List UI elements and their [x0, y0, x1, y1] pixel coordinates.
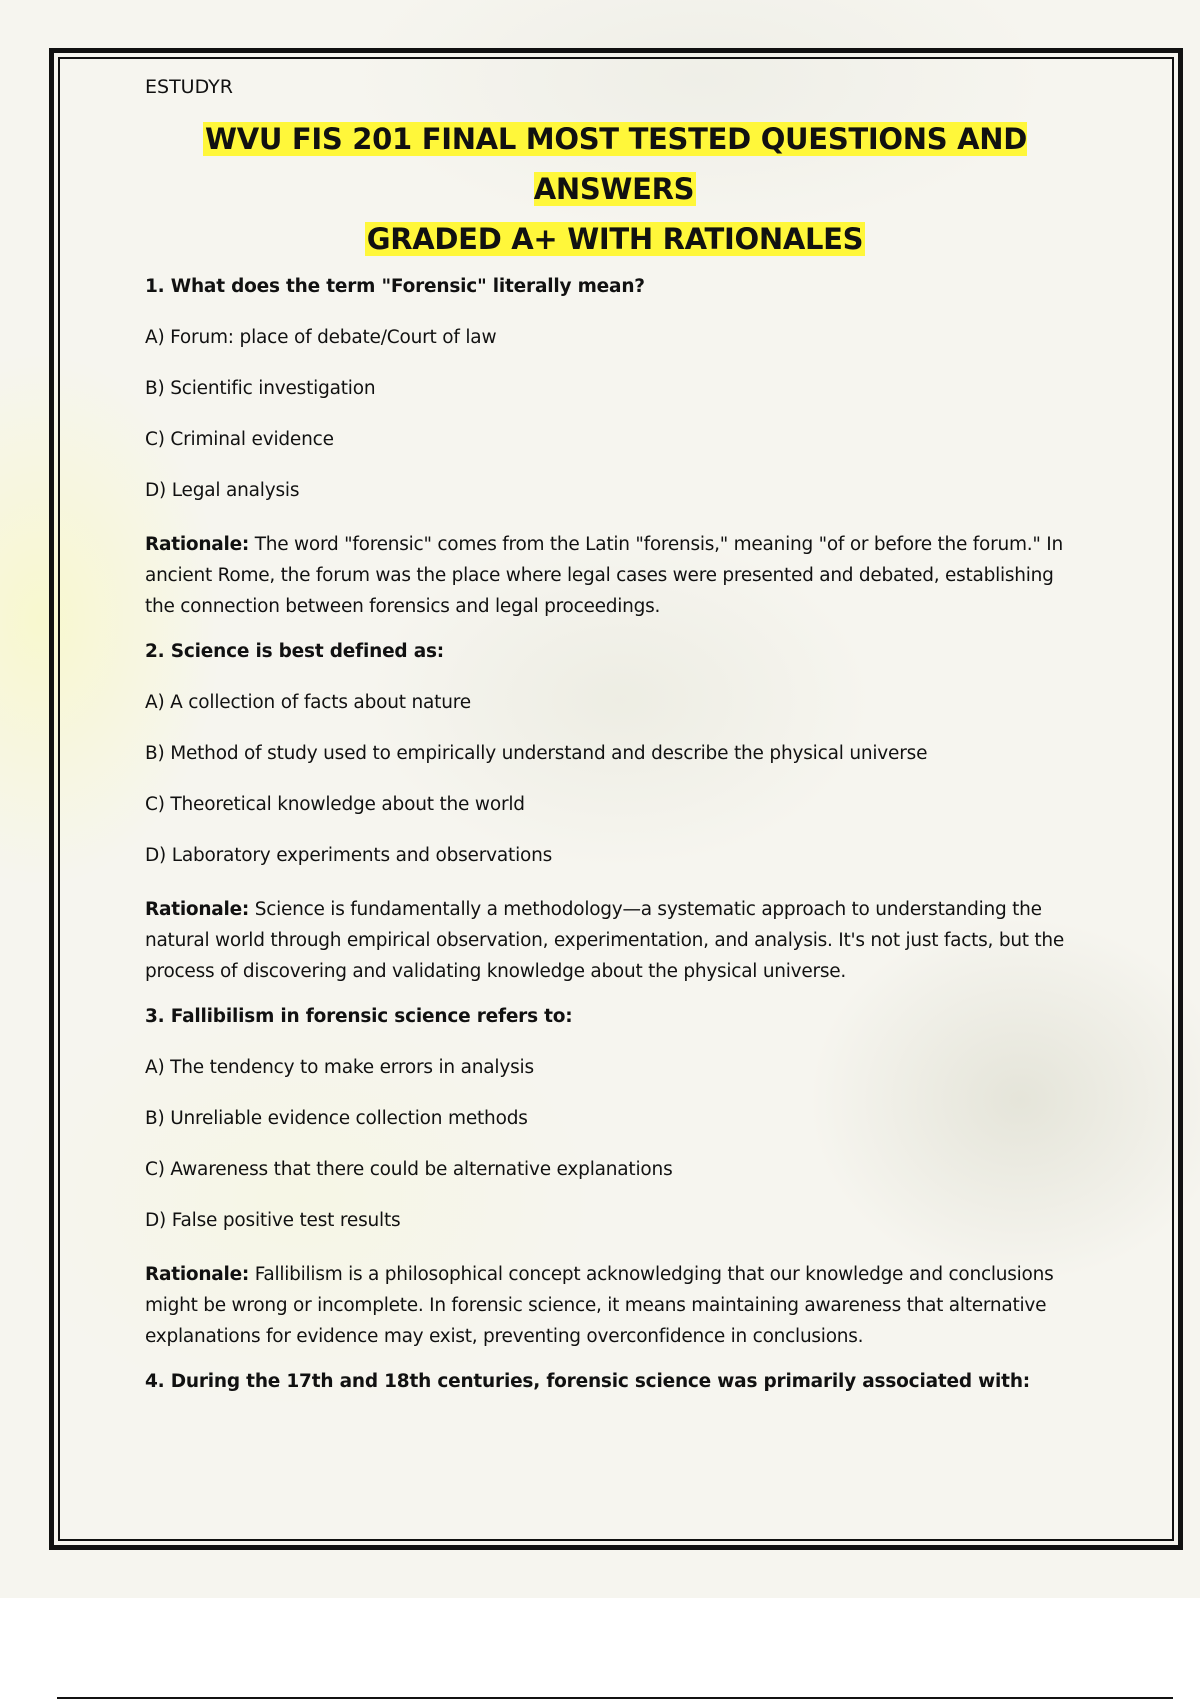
question-block-4 — [145, 1369, 1085, 1395]
rationale-text: Fallibilism is a philosophical concept acknowledging that our knowledge and conclusions might be wrong or incomplete. In forensic science, it means maintaining awareness that alternative explanations for evidence may exist, preventing overconfidence in conclusions. — [145, 1264, 1054, 1347]
question-2-rationale — [145, 894, 1085, 987]
question-1-text: 1. What does the term "Forensic" literally mean? — [145, 276, 645, 297]
question-1-option-c: C) Criminal evidence — [145, 429, 334, 450]
question-3-option-c: C) Awareness that there could be alternative explanations — [145, 1159, 673, 1180]
rationale-text: The word "forensic" comes from the Latin "forensis," meaning "of or before the forum." In ancient Rome, the forum was the place where legal cases were presented and debated, establishing the connection between forensics and legal proceedings. — [145, 534, 1063, 617]
question-block-1 — [145, 274, 1085, 622]
question-2-option-b: B) Method of study used to empirically understand and describe the physical universe — [145, 743, 928, 764]
question-2-option-c: C) Theoretical knowledge about the world — [145, 794, 525, 815]
question-2-option-a: A) A collection of facts about nature — [145, 692, 471, 713]
question-3-option-d: D) False positive test results — [145, 1210, 401, 1231]
question-block-2 — [145, 639, 1085, 987]
question-4-text: 4. During the 17th and 18th centuries, forensic science was primarily associated with: — [145, 1371, 1030, 1392]
page-bottom-margin — [0, 1598, 1200, 1700]
question-2-text: 2. Science is best defined as: — [145, 641, 444, 662]
question-block-3 — [145, 1004, 1085, 1352]
rationale-text: Science is fundamentally a methodology—a systematic approach to understanding the natural world through empirical observation, experimentation, and analysis. It's not just facts, but the process of discovering and validating knowledge about the physical universe. — [145, 899, 1065, 982]
question-1-option-a: A) Forum: place of debate/Court of law — [145, 327, 497, 348]
question-1-rationale — [145, 529, 1085, 622]
footer-rule — [57, 1697, 1173, 1699]
rationale-label: Rationale: — [145, 534, 250, 555]
question-3-text: 3. Fallibilism in forensic science refers to: — [145, 1006, 573, 1027]
rationale-label: Rationale: — [145, 1264, 250, 1285]
question-1-option-b: B) Scientific investigation — [145, 378, 376, 399]
question-3-option-a: A) The tendency to make errors in analysis — [145, 1057, 534, 1078]
brand-label: ESTUDYR — [145, 76, 233, 98]
title-line-2: GRADED A+ WITH RATIONALES — [366, 222, 864, 256]
rationale-label: Rationale: — [145, 899, 250, 920]
question-2-option-d: D) Laboratory experiments and observations — [145, 845, 553, 866]
question-3-option-b: B) Unreliable evidence collection methods — [145, 1108, 528, 1129]
question-1-option-d: D) Legal analysis — [145, 480, 300, 501]
document-body — [145, 66, 1085, 1420]
title-line-1: WVU FIS 201 FINAL MOST TESTED QUESTIONS AND ANSWERS — [205, 122, 1027, 206]
question-3-rationale — [145, 1259, 1085, 1352]
document-title — [125, 114, 1105, 264]
